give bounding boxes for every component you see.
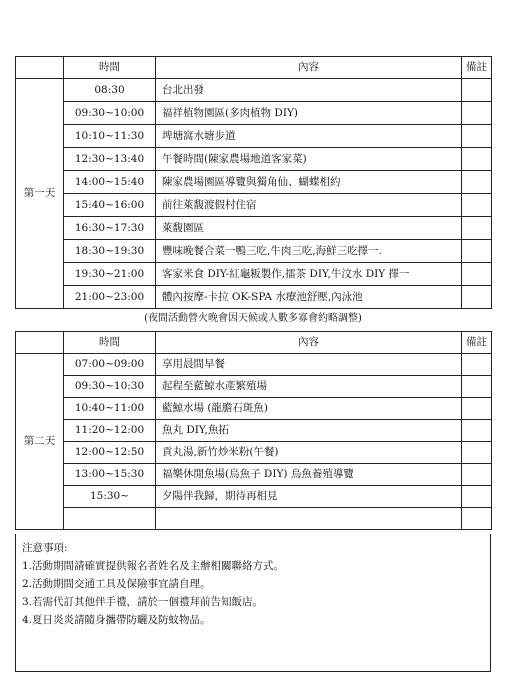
table-row bbox=[16, 102, 492, 125]
remarks-cell bbox=[462, 171, 492, 194]
time-cell: 14:00~15:40 bbox=[64, 171, 156, 194]
content-cell: 享用晨間早餐 bbox=[156, 354, 462, 376]
remarks-cell bbox=[462, 263, 492, 286]
day-label: 第一天 bbox=[16, 79, 64, 309]
notes-section bbox=[15, 534, 491, 672]
note-item: 4.夏日炎炎請隨身攜帶防曬及防蚊物品。 bbox=[22, 614, 211, 626]
content-cell bbox=[156, 508, 462, 530]
content-cell: 藍鯨水場 (龍膽石斑魚) bbox=[156, 398, 462, 420]
table-row bbox=[16, 398, 492, 420]
remarks-header: 備註 bbox=[462, 332, 492, 354]
content-cell: 前往萊馥渡假村住宿 bbox=[156, 194, 462, 217]
content-cell: 體內按摩-卡拉 OK-SPA 水療池舒壓,內泳池 bbox=[156, 286, 462, 309]
time-cell: 10:40~11:00 bbox=[64, 398, 156, 420]
content-cell: 貢丸湯,新竹炒米粉(午餐) bbox=[156, 442, 462, 464]
table-header-row bbox=[16, 57, 492, 79]
time-cell: 19:30~21:00 bbox=[64, 263, 156, 286]
table-row bbox=[16, 171, 492, 194]
table-header-row bbox=[16, 332, 492, 354]
content-cell: 夕陽伴我歸，期待再相見 bbox=[156, 486, 462, 508]
content-cell: 起程至藍鯨水產繁殖場 bbox=[156, 376, 462, 398]
content-cell: 陳家農場園區導覽與獨角仙、蝴蝶相約 bbox=[156, 171, 462, 194]
time-cell: 08:30 bbox=[64, 79, 156, 102]
table-row bbox=[16, 442, 492, 464]
table-row bbox=[16, 217, 492, 240]
day-header-cell bbox=[16, 57, 64, 79]
remarks-cell bbox=[462, 486, 492, 508]
content-cell: 午餐時間(陳家農場地道客家菜) bbox=[156, 148, 462, 171]
remarks-cell bbox=[462, 286, 492, 309]
remarks-cell bbox=[462, 420, 492, 442]
table-row bbox=[16, 286, 492, 309]
time-cell: 21:00~23:00 bbox=[64, 286, 156, 309]
note-item: 2.活動期間交通工具及保險事宜請自理。 bbox=[22, 578, 211, 590]
table-row bbox=[16, 376, 492, 398]
time-cell: 12:30~13:40 bbox=[64, 148, 156, 171]
content-cell: 埤塘窩水塘步道 bbox=[156, 125, 462, 148]
remarks-cell bbox=[462, 125, 492, 148]
note-item: 1.活動期間請確實提供報名者姓名及主辦相關聯絡方式。 bbox=[22, 560, 285, 572]
time-cell: 15:30~ bbox=[64, 486, 156, 508]
remarks-cell bbox=[462, 354, 492, 376]
time-cell: 18:30~19:30 bbox=[64, 240, 156, 263]
time-cell: 15:40~16:00 bbox=[64, 194, 156, 217]
time-cell: 13:00~15:30 bbox=[64, 464, 156, 486]
table-row bbox=[16, 79, 492, 102]
content-cell: 萊馥園區 bbox=[156, 217, 462, 240]
remarks-cell bbox=[462, 508, 492, 530]
time-cell: 09:30~10:00 bbox=[64, 102, 156, 125]
table-row bbox=[16, 263, 492, 286]
time-header: 時間 bbox=[64, 332, 156, 354]
table-row bbox=[16, 486, 492, 508]
time-cell: 12:00~12:50 bbox=[64, 442, 156, 464]
content-cell: 台北出發 bbox=[156, 79, 462, 102]
content-cell: 豐味晚餐合菜一鴨三吃,牛肉三吃,海鮮三吃擇一. bbox=[156, 240, 462, 263]
notes-title: 注意事項: bbox=[22, 542, 68, 554]
day1-table-body bbox=[16, 57, 492, 309]
content-cell: 福樂休閒魚場(烏魚子 DIY) 烏魚養殖導覽 bbox=[156, 464, 462, 486]
day1-schedule-table bbox=[15, 56, 492, 309]
remarks-cell bbox=[462, 217, 492, 240]
evening-activity-note: (夜間活動營火晚會因天候或人數多寡會約略調整) bbox=[144, 313, 362, 324]
table-row bbox=[16, 194, 492, 217]
table-row bbox=[16, 420, 492, 442]
time-cell: 09:30~10:30 bbox=[64, 376, 156, 398]
table-row bbox=[16, 240, 492, 263]
remarks-cell bbox=[462, 398, 492, 420]
content-header: 內容 bbox=[156, 332, 462, 354]
remarks-cell bbox=[462, 376, 492, 398]
remarks-cell bbox=[462, 194, 492, 217]
content-header: 內容 bbox=[156, 57, 462, 79]
table-row bbox=[16, 464, 492, 486]
remarks-cell bbox=[462, 240, 492, 263]
content-cell: 客家米食 DIY-紅龜粄製作,擂茶 DIY,牛汶水 DIY 擇一 bbox=[156, 263, 462, 286]
table-row bbox=[16, 508, 492, 530]
day-label: 第二天 bbox=[16, 354, 64, 530]
time-cell: 16:30~17:30 bbox=[64, 217, 156, 240]
remarks-cell bbox=[462, 442, 492, 464]
content-cell: 福祥植物園區(多肉植物 DIY) bbox=[156, 102, 462, 125]
table-row bbox=[16, 354, 492, 376]
day2-table-body bbox=[16, 332, 492, 530]
time-cell: 07:00~09:00 bbox=[64, 354, 156, 376]
time-header: 時間 bbox=[64, 57, 156, 79]
time-cell: 11:20~12:00 bbox=[64, 420, 156, 442]
time-cell: 10:10~11:30 bbox=[64, 125, 156, 148]
table-row bbox=[16, 148, 492, 171]
content-cell: 魚丸 DIY,魚拓 bbox=[156, 420, 462, 442]
note-item: 3.若需代訂其他伴手禮，請於一個禮拜前告知飯店。 bbox=[22, 596, 264, 608]
remarks-cell bbox=[462, 464, 492, 486]
remarks-cell bbox=[462, 148, 492, 171]
day2-schedule-table bbox=[15, 331, 492, 530]
time-cell bbox=[64, 508, 156, 530]
remarks-cell bbox=[462, 79, 492, 102]
day-header-cell bbox=[16, 332, 64, 354]
table-row bbox=[16, 125, 492, 148]
remarks-cell bbox=[462, 102, 492, 125]
remarks-header: 備註 bbox=[462, 57, 492, 79]
